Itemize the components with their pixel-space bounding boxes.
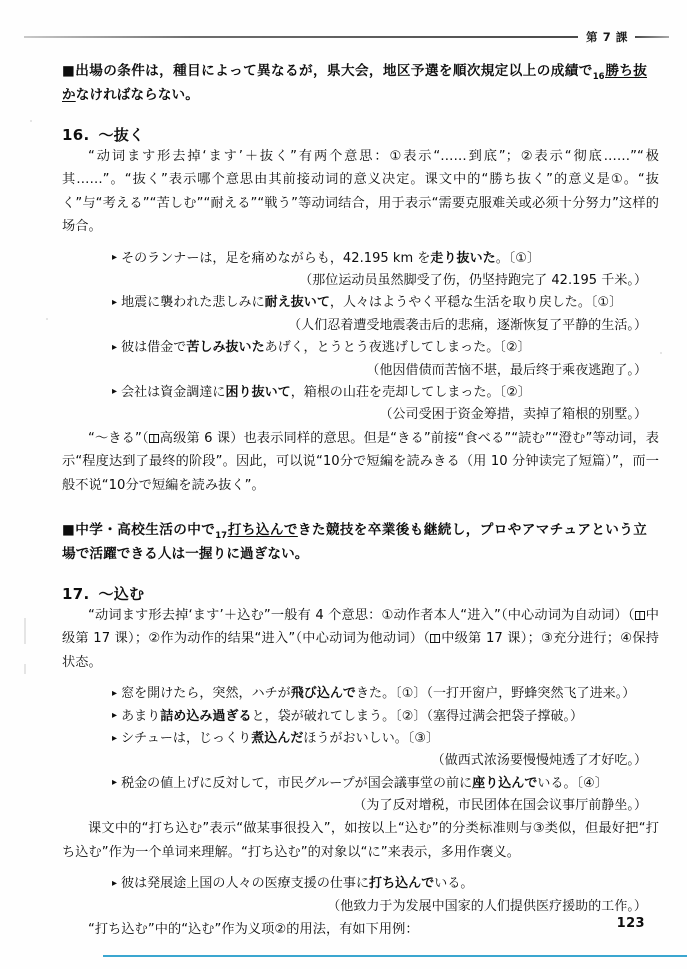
example-gloss: （为了反对增税，市民团体在国会议事厅前静坐。） [353, 798, 647, 814]
example-jp-after: いる。〔④〕 [537, 775, 608, 791]
example-jp-keyword: 打ち込んで [369, 876, 435, 892]
section-17-explain-1b: 中级第 17 课）；②作为动作的结果“进入”（中心动词为他动词）（ [62, 607, 659, 647]
example-sentence [112, 773, 659, 795]
bullet-triangle-icon: ▸ [112, 341, 118, 353]
example-jp-before: そのランナーは，足を痛めながらも，42.195 km を [121, 250, 431, 266]
example-jp-before: シチューは，じっくり [121, 731, 252, 746]
section-17-heading [62, 583, 687, 604]
example-sentence [112, 706, 659, 728]
page-content [0, 60, 687, 942]
example-sentence [112, 292, 659, 314]
section-16-explain-2a: “～きる”（ [88, 430, 149, 446]
section-16-explain-2 [62, 427, 659, 498]
example-jp-after: ，人々はようやく平穏な生活を取り戻した。〔①〕 [329, 295, 623, 311]
example-jp-before: 彼は発展途上国の人々の医療支援の仕事に [121, 876, 370, 892]
bullet-triangle-icon: ▸ [112, 710, 118, 722]
example-jp-keyword: 耐え抜いて [264, 295, 330, 311]
example-jp-before: 窓を開けたら，突然，ハチが [121, 686, 291, 702]
example-jp-keyword: 詰め込み過ぎる [160, 708, 252, 724]
example-jp-after: きた。〔①〕（一打开窗户，野蜂突然飞了进来。） [356, 686, 636, 702]
example-jp-keyword: 煮込んだ [251, 731, 304, 746]
example-jp-before: 税金の値上げに反対して，市民グループが国会議事堂の前に [121, 775, 473, 791]
book-icon [635, 611, 645, 620]
passage-17-text-after: きた競技を卒業後も継続し，プロやアマチュアという立場で活躍できる人は一握りに過ぎない。 [62, 522, 647, 563]
passage-16-marker: 16 [592, 71, 605, 82]
example-gloss: （他因借债而苦恼不堪，最后终于乘夜逃跑了。） [366, 362, 647, 378]
example-jp-after: ほうがおいしい。〔③〕 [303, 731, 440, 746]
passage-16-text-before: 出場の条件は，種目によって異なるが，県大会，地区予選を順次規定以上の成績で [75, 63, 593, 79]
bottom-blue-rule [103, 955, 687, 957]
example-jp-after: ，箱根の山荘を売却してしまった。〔②〕 [290, 384, 531, 400]
passage-17-bullet: ■ [62, 522, 76, 539]
passage-16 [62, 60, 647, 108]
example-sentence [112, 728, 659, 750]
section-16-explain-2b: 高级第 6 课）也表示同样的意思。但是“きる”前接“食べる”“読む”“澄む”等动词，表示“程度达到了最终的阶段”。因此，可以说“10分で短編を読みきる（用 10 分钟读完了短篇）”，而一般不说“10分で短編を読み抜く”。 [62, 430, 660, 493]
passage-16-bullet: ■ [62, 63, 76, 79]
running-head [24, 26, 669, 48]
example-jp-before: 彼は借金で [121, 340, 187, 356]
example-jp-keyword: 困り抜いて [225, 384, 291, 400]
example-jp-keyword: 飛び込んで [290, 686, 356, 702]
example-gloss: （公司受困于资金筹措，卖掉了箱根的别墅。） [379, 407, 647, 423]
example-jp-keyword: 苦しみ抜いた [186, 340, 265, 356]
bullet-triangle-icon: ▸ [112, 296, 118, 308]
example-jp-keyword: 走り抜いた [430, 250, 496, 266]
section-17-number: 17. [62, 584, 90, 603]
example-sentence [112, 248, 659, 270]
section-16-title: ～抜く [98, 125, 145, 144]
example-sentence [112, 873, 659, 895]
example-jp-before: 地震に襲われた悲しみに [121, 295, 265, 311]
bullet-triangle-icon: ▸ [112, 687, 118, 699]
book-icon [430, 634, 440, 643]
example-sentence [112, 337, 659, 359]
book-icon [149, 434, 159, 443]
section-17-explain-2: 课文中的“打ち込む”表示“做某事很投入”，如按以上“込む”的分类标准则与③类似，但最好把“打ち込む”作为一个单词来理解。“打ち込む”的对象以“に”来表示，多用作褒义。 [62, 821, 659, 860]
example-jp-after: いる。 [434, 876, 474, 892]
bullet-triangle-icon: ▸ [112, 732, 118, 744]
example-gloss: （人们忍着遭受地震袭击后的悲痛，逐渐恢复了平静的生活。） [288, 317, 647, 333]
page-number: 123 [616, 916, 645, 931]
example-jp-before: 会社は資金調達に [121, 384, 226, 400]
section-16-number: 16. [62, 125, 90, 144]
bullet-triangle-icon: ▸ [112, 252, 118, 264]
passage-17-text-before: 中学・高校生活の中で [75, 522, 216, 539]
section-17-explain-3: “打ち込む”中的“込む”作为义项②的用法，有如下用例： [88, 922, 419, 938]
example-jp-before: あまり [121, 708, 161, 724]
example-sentence [112, 382, 659, 404]
section-16-heading [62, 124, 687, 145]
header-rule-right [635, 36, 669, 38]
section-17-explain-1a: “动词ます形去掉‘ます’＋込む”一般有 4 个意思：①动作者本人“进入”（中心动词为自动词）（ [88, 607, 635, 623]
section-16-explain-1: “动词ます形去掉‘ます’＋抜く”有两个意思：①表示“……到底”；②表示“彻底……”“极其……”。“抜く”表示哪个意思由其前接动词的意义决定。课文中的“勝ち抜く”的意义是①。“抜く”与“考える”“苦しむ”“耐える”“戦う”等动词结合，用于表示“需要克服难关或必须十分努力”这样的场合。 [62, 148, 659, 235]
bullet-triangle-icon: ▸ [112, 386, 118, 398]
section-17-title: ～込む [98, 584, 145, 603]
example-gloss: （他致力于为发展中国家的人们提供医疗援助的工作。） [327, 898, 647, 914]
example-jp-after: 。〔①〕 [495, 250, 541, 266]
section-17-explain-1 [62, 604, 659, 675]
lesson-label: 第 7 課 [585, 30, 628, 44]
example-gloss: （那位运动员虽然脚受了伤，仍坚持跑完了 42.195 千米。） [299, 273, 647, 289]
passage-16-underlined: 勝ち抜か [62, 63, 648, 104]
example-jp-keyword: 座り込んで [472, 775, 538, 791]
bullet-triangle-icon: ▸ [112, 777, 118, 789]
section-17-explain-1c: 中级第 17 课）；③充分进行；④保持状态。 [62, 631, 659, 670]
example-gloss: （做西式浓汤要慢慢炖透了才好吃。） [431, 753, 647, 769]
passage-17-underlined: 打ち込んで [227, 522, 298, 539]
header-rule-left [24, 36, 578, 38]
passage-17-marker: 17 [215, 530, 228, 541]
example-jp-after: と，袋が破れてしまう。〔②〕（塞得过满会把袋子撑破。） [251, 708, 584, 724]
passage-16-text-after: なければならない。 [75, 87, 199, 104]
example-sentence [112, 683, 659, 705]
passage-17 [62, 519, 647, 567]
bullet-triangle-icon: ▸ [112, 877, 118, 889]
example-jp-after: あげく，とうとう夜逃げしてしまった。〔②〕 [264, 340, 531, 356]
